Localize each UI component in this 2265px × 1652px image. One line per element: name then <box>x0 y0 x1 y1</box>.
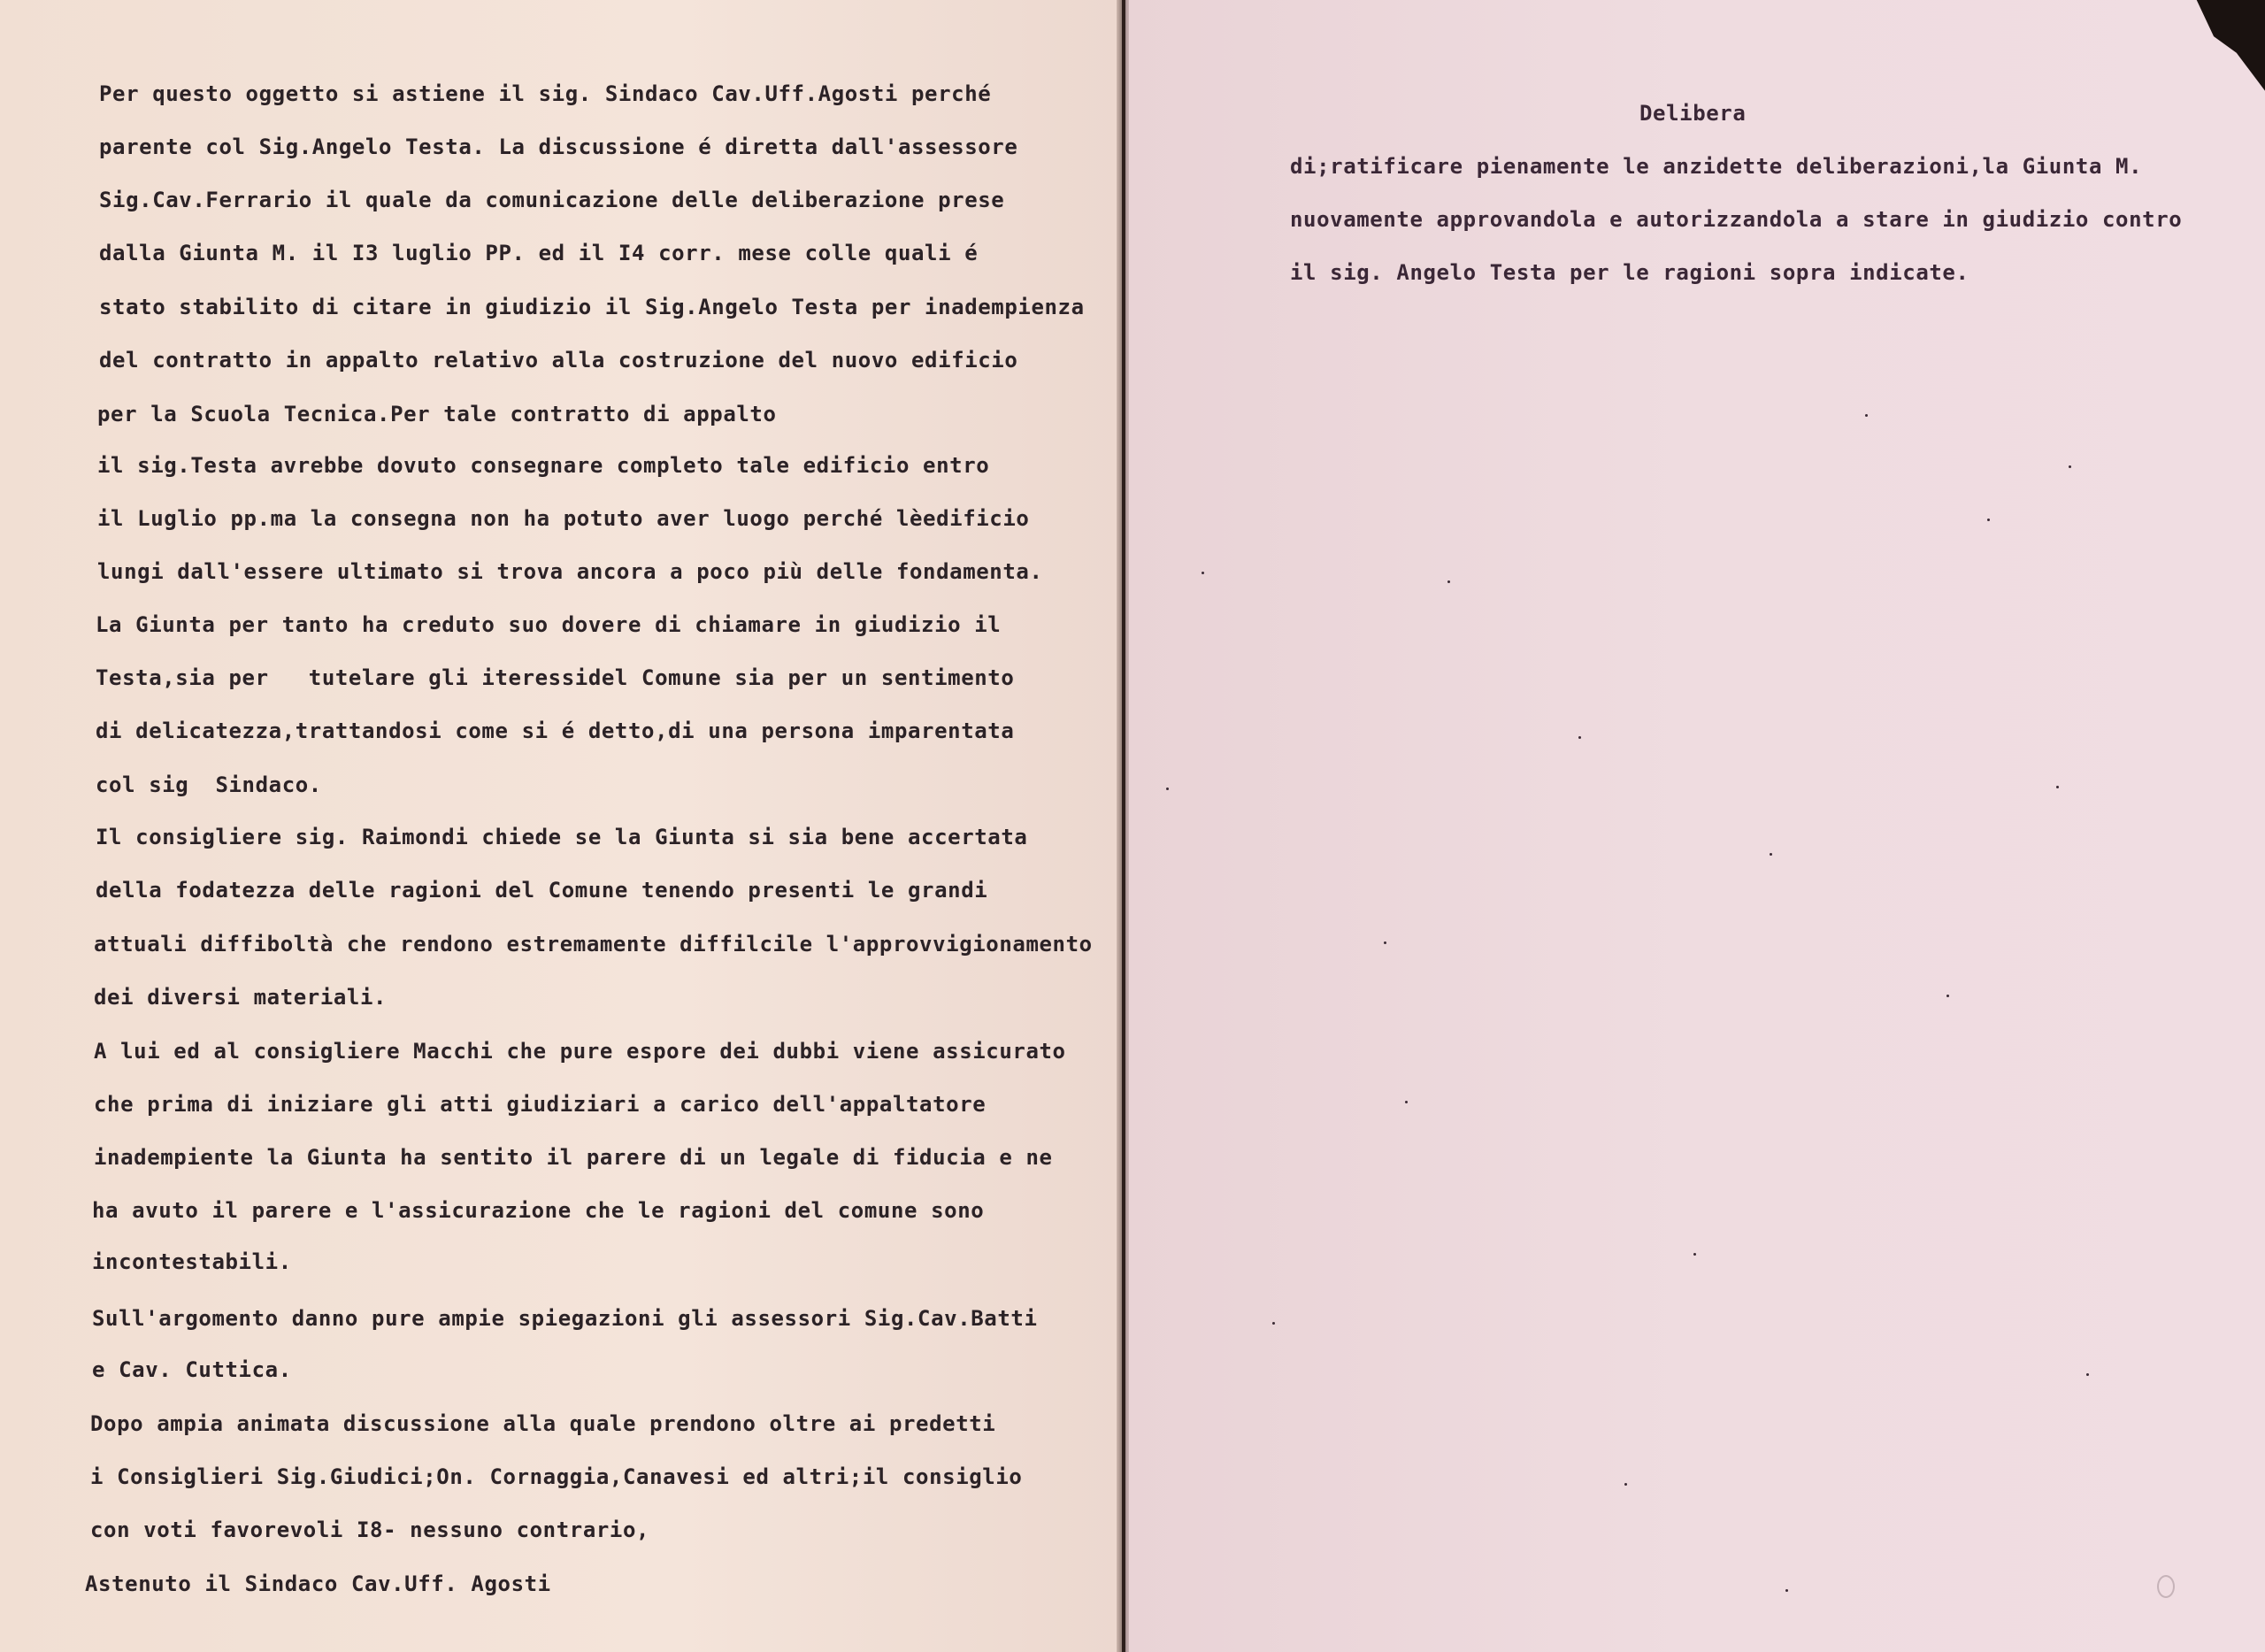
left-line-18: dei diversi materiali. <box>94 985 388 1010</box>
left-line-7: per la Scuola Tecnica.Per tale contratto di appalto <box>97 402 790 426</box>
left-line-24: Sull'argomento danno pure ampie spiegazioni gli assessori Sig.Cav.Batti <box>92 1306 1038 1331</box>
speck <box>1987 519 1990 521</box>
speck <box>1624 1483 1627 1486</box>
speck <box>1405 1101 1408 1103</box>
left-line-1: Per questo oggetto si astiene il sig. Sindaco Cav.Uff.Agosti perché <box>99 81 992 106</box>
left-line-13: di delicatezza,trattandosi come si é detto,di una persona imparentata <box>96 718 1015 743</box>
left-line-17: attuali diffiboltà che rendono estremamente diffilcile l'approvvigionamento <box>94 932 1093 957</box>
speck <box>1865 414 1868 417</box>
left-line-25: e Cav. Cuttica. <box>92 1357 292 1382</box>
speck <box>2069 465 2071 468</box>
left-line-21: inadempiente la Giunta ha sentito il parere di un legale di fiducia e ne <box>94 1145 1053 1170</box>
speck <box>1693 1253 1696 1256</box>
left-line-19: A lui ed al consigliere Macchi che pure espore dei dubbi viene assicurato <box>94 1039 1066 1064</box>
left-line-27: i Consiglieri Sig.Giudici;On. Cornaggia,Canavesi ed altri;il consiglio <box>90 1464 1023 1489</box>
speck <box>1578 736 1581 739</box>
speck <box>1770 853 1772 856</box>
left-line-3: Sig.Cav.Ferrario il quale da comunicazione delle deliberazione prese <box>99 188 1005 212</box>
left-line-10: lungi dall'essere ultimato si trova ancora a poco più delle fondamenta. <box>97 559 1043 584</box>
left-line-20: che prima di iniziare gli atti giudiziari a carico dell'appaltatore <box>94 1092 987 1117</box>
left-line-23: incontestabili. <box>92 1249 292 1274</box>
page-mark-circle <box>2157 1575 2175 1598</box>
delibera-heading: Delibera <box>1639 101 1747 126</box>
left-line-14: col sig Sindaco. <box>96 772 322 797</box>
left-line-12: Testa,sia per tutelare gli iteressidel Comune sia per un sentimento <box>96 665 1015 690</box>
left-line-15: Il consigliere sig. Raimondi chiede se la Giunta si sia bene accertata <box>96 825 1028 849</box>
speck <box>1447 580 1450 583</box>
speck <box>1166 788 1169 790</box>
page-spine <box>1117 0 1129 1652</box>
left-line-8: il sig.Testa avrebbe dovuto consegnare completo tale edificio entro <box>97 453 990 478</box>
left-line-29: Astenuto il Sindaco Cav.Uff. Agosti <box>85 1571 564 1596</box>
left-line-2: parente col Sig.Angelo Testa. La discussione é diretta dall'assessore <box>99 134 1018 159</box>
speck <box>1272 1322 1275 1325</box>
right-line-3: il sig. Angelo Testa per le ragioni sopra indicate. <box>1290 260 1969 285</box>
left-line-28: con voti favorevoli I8- nessuno contrario, <box>90 1518 650 1542</box>
right-page <box>1125 0 2265 1652</box>
left-line-9: il Luglio pp.ma la consegna non ha potuto aver luogo perché lèedificio <box>97 506 1030 531</box>
left-line-22: ha avuto il parere e l'assicurazione che le ragioni del comune sono <box>92 1198 985 1223</box>
left-line-6: del contratto in appalto relativo alla costruzione del nuovo edificio <box>99 348 1018 373</box>
speck <box>2086 1373 2089 1376</box>
left-line-16: della fodatezza delle ragioni del Comune tenendo presenti le grandi <box>96 878 988 903</box>
speck <box>1785 1589 1788 1592</box>
speck <box>1384 941 1386 944</box>
speck <box>1946 995 1949 997</box>
speck <box>1202 572 1204 574</box>
right-line-1: di;ratificare pienamente le anzidette deliberazioni,la Giunta M. <box>1290 154 2143 179</box>
left-line-4: dalla Giunta M. il I3 luglio PP. ed il I4 corr. mese colle quali é <box>99 241 979 265</box>
right-line-2: nuovamente approvandola e autorizzandola a stare in giudizio contro <box>1290 207 2183 232</box>
left-line-5: stato stabilito di citare in giudizio il Sig.Angelo Testa per inadempienza <box>99 295 1085 319</box>
speck <box>2056 786 2059 788</box>
left-line-26: Dopo ampia animata discussione alla quale prendono oltre ai predetti <box>90 1411 996 1436</box>
left-line-11: La Giunta per tanto ha creduto suo dovere di chiamare in giudizio il <box>96 612 1002 637</box>
